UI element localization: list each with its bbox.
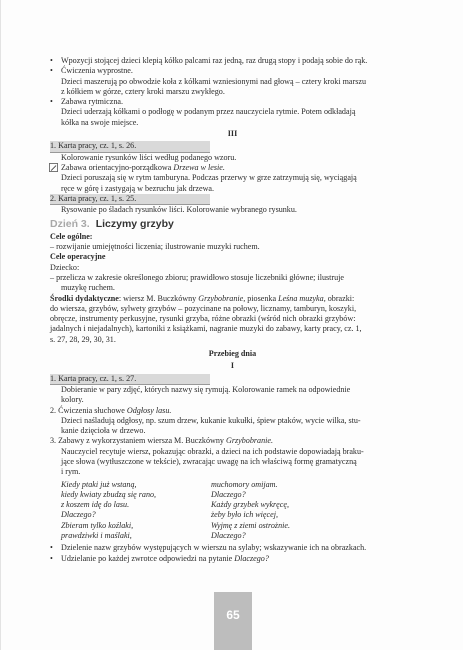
text-line: Dzieci naśladują odgłosy, np. szum drzew, kukanie kukułki, śpiew ptaków, wycie wilka, stu- xyxy=(61,415,361,425)
text-line: obręcze, instrumenty perkusyjne, rysunki grzyba, różne obrazki (wśród nich obrazki grzybów: xyxy=(50,314,356,324)
document-page xyxy=(50,56,415,564)
poem-line: Każdy grzybek wykręcę, xyxy=(211,500,289,510)
poem-line: prawdziwki i maślaki, xyxy=(61,531,132,541)
text-line: 2. Ćwiczenia słuchowe Odgłosy lasu. xyxy=(50,405,172,415)
list-item: • Wpozycji stojącej dzieci klepią kółko palcami raz jedną, raz drugą stopy i podają sobie do rąk. xyxy=(50,56,368,65)
text-line: Wpozycji stojącej dzieci klepią kółko palcami raz jedną, raz drugą stopy i podają sobie do rąk. xyxy=(61,56,368,65)
text-line: Dlaczego? xyxy=(234,553,269,563)
worksheet-reference: 1. Karta pracy, cz. 1, s. 26. xyxy=(50,141,210,152)
text-line: Dzieci poruszają się w rytm tamburyna. Podczas przerwy w grze zatrzymują się, wyciągają xyxy=(61,173,357,183)
poem-line: Dlaczego? xyxy=(211,489,246,499)
poem-right-column xyxy=(211,480,361,542)
poem-line: kiedy kwiaty zbudzą się rano, xyxy=(61,489,157,499)
page-number: 65 xyxy=(226,608,240,622)
goals-heading: Cele ogólne: xyxy=(50,231,93,241)
text-line: jadalnych i niejadalnych), kartoniki z książkami, nagranie muzyki do zabawy, karty pracy, cz. 1, xyxy=(50,324,362,334)
text-line: 3. Zabawy z wykorzystaniem wiersza M. Buczkówny Grzybobranie. xyxy=(50,436,273,446)
list-item: • Udzielanie po każdej zwrotce odpowiedzi na pytanie Dlaczego? xyxy=(50,553,269,563)
text-line: z kółkiem w górze, cztery kroki marszu zwykłego. xyxy=(61,86,225,96)
text-line: ręce w górę i zastygają w bezruchu jak drzewa. xyxy=(61,183,215,193)
worksheet-reference: 1. Karta pracy, cz. 1, s. 27. xyxy=(50,374,210,385)
day-number: Dzień 3. xyxy=(50,218,90,231)
poem-line: Zbieram tylko koźlaki, xyxy=(61,520,134,530)
text-line: Kolorowanie rysunków liści według podanego wzoru. xyxy=(61,152,237,162)
poem-line: Dlaczego? xyxy=(61,510,96,520)
text-line: kółka na swoje miejsce. xyxy=(61,117,139,127)
text-line: Nauczyciel recytuje wiersz, pokazując obrazki, a dzieci na ich podstawie dopowiadają braku- xyxy=(61,446,364,456)
text-line: s. 27, 28, 29, 30, 31. xyxy=(50,334,116,344)
text-line: Dzieci maszerują po obwodzie koła z kółkami wzniesionymi nad głową – cztery kroki marszu xyxy=(61,76,366,86)
text-line: Zabawa rytmiczna. xyxy=(61,97,124,107)
text-line: kolory. xyxy=(61,395,84,405)
text-line: Zabawa orientacyjno-porządkowa xyxy=(61,162,174,172)
text-line: i rym. xyxy=(61,467,81,477)
text-line: muzykę ruchem. xyxy=(61,283,115,293)
text-line: – rozwijanie umiejętności liczenia; ilustrowanie muzyki ruchem. xyxy=(50,242,260,252)
game-title: Drzewa w lesie. xyxy=(173,162,225,172)
poem-line: Kiedy ptaki już wstaną, xyxy=(61,479,137,489)
text-line: Udzielanie po każdej zwrotce odpowiedzi na pytanie xyxy=(61,553,235,563)
day-heading xyxy=(50,219,415,229)
goals-heading: Cele operacyjne xyxy=(50,252,106,262)
text-line: Środki dydaktyczne: wiersz M. Buczkówny Grzybobranie, piosenka Leśna muzyka, obrazki: xyxy=(50,293,355,303)
list-item: • Ćwiczenia wyprostne. xyxy=(50,66,133,76)
list-item: • Zabawa rytmiczna. xyxy=(50,97,124,107)
text-line: Dzielenie nazw grzybów występujących w wierszu na sylaby; wskazywanie ich na obrazkach. xyxy=(61,543,367,553)
poem-left-column xyxy=(61,480,211,542)
worksheet-reference: 2. Karta pracy, cz. 1, s. 25. xyxy=(50,194,210,205)
poem-line: Dlaczego? xyxy=(211,531,246,541)
text-line: do wiersza, grzybów, sylwety grzybów – pozycinane na połowy, licznamy, tamburyn, koszyki, xyxy=(50,303,357,313)
poem-line: muchomory omijam. xyxy=(211,479,278,489)
text-line: jące słowa (wytłuszczone w tekście), zwracając uwagę na ich właściwą formę gramatyczną xyxy=(61,456,357,466)
list-item xyxy=(50,163,415,173)
section-heading: III xyxy=(227,129,238,139)
text-line: Ćwiczenia wyprostne. xyxy=(61,66,133,76)
text-line: Dzieci uderzają kółkami o podłogę w podanym przez nauczyciela rytmie. Potem odkładają xyxy=(61,107,356,117)
poem-excerpt xyxy=(50,480,415,542)
poem-line: Wyjmę z ziemi ostrożnie. xyxy=(211,520,290,530)
pencil-icon xyxy=(49,163,58,172)
text-line: Dziecko: xyxy=(50,262,80,272)
page-edge-left xyxy=(0,0,1,650)
text-line: kanie dzięcioła w drzewo. xyxy=(61,426,146,436)
poem-line: z koszem idę do lasu. xyxy=(61,500,130,510)
section-heading: Przebieg dnia xyxy=(208,349,257,359)
text-line: Rysowanie po śladach rysunków liści. Kolorowanie wybranego rysunku. xyxy=(61,205,297,215)
text-line: Dobieranie w pary zdjęć, których nazwy się rymują. Kolorowanie ramek na odpowiednie xyxy=(61,384,351,394)
text-line: – przelicza w zakresie określonego zbioru; prawidłowo stosuje liczebniki główne; ilustruje xyxy=(50,272,344,282)
poem-line: żeby było ich więcej, xyxy=(211,510,278,520)
list-item: • Dzielenie nazw grzybów występujących w wierszu na sylaby; wskazywanie ich na obrazkach. xyxy=(50,543,367,553)
section-heading: I xyxy=(230,361,235,371)
day-title: Liczymy grzyby xyxy=(95,218,174,231)
